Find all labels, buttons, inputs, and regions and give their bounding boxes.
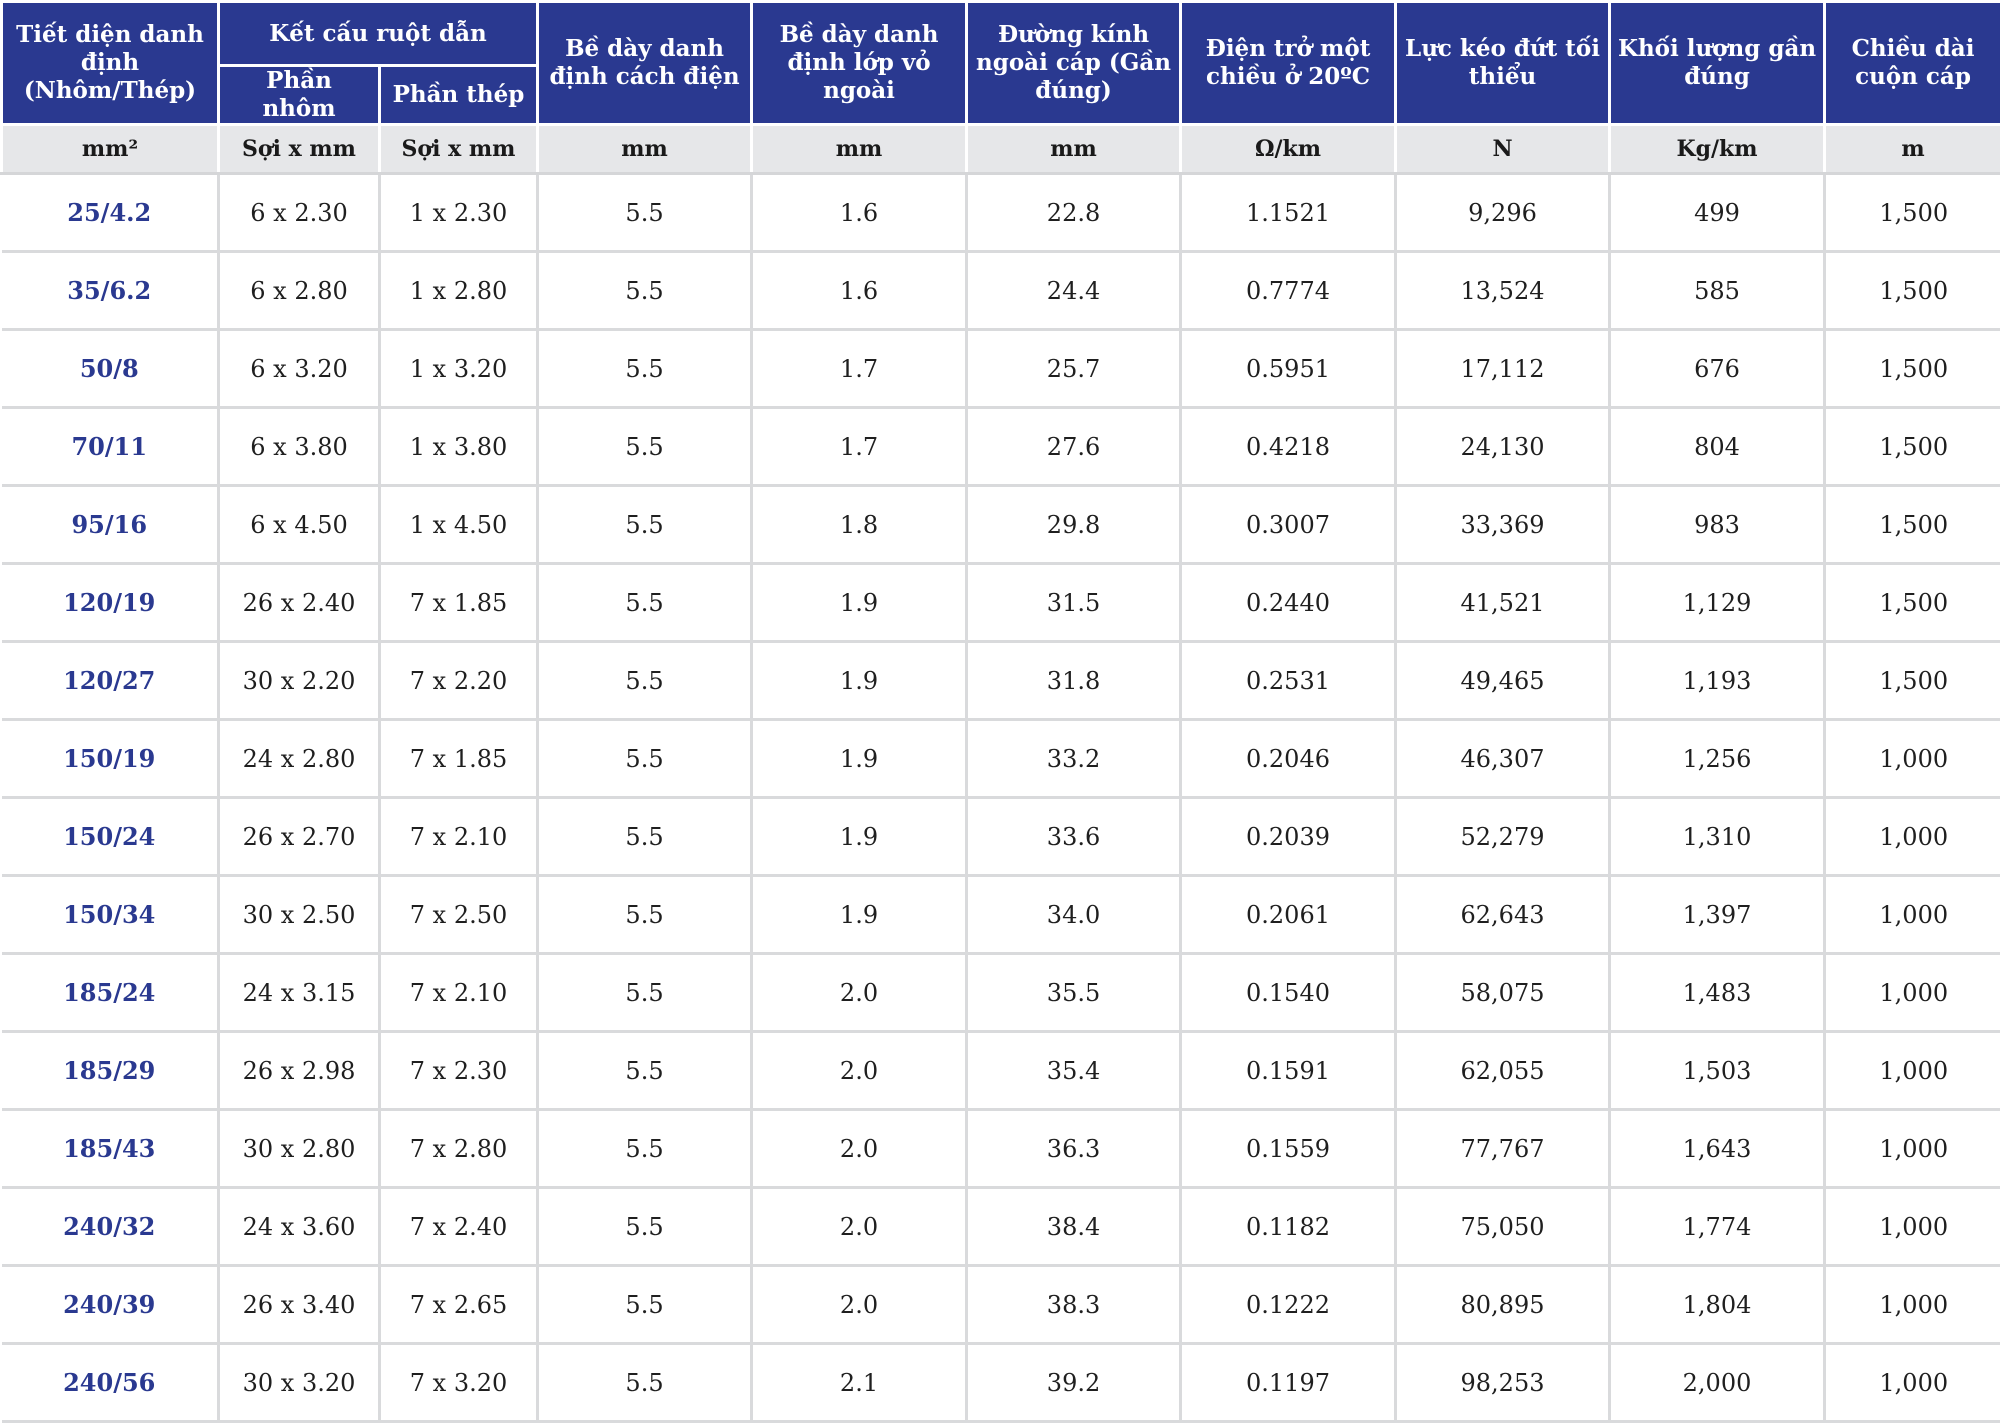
steel-cell: 7 x 3.20 (380, 1344, 538, 1422)
weight-cell: 1,129 (1610, 564, 1825, 642)
table-row (2, 642, 2000, 720)
resistance-cell: 0.2046 (1181, 720, 1396, 798)
sheath-cell: 2.1 (752, 1344, 967, 1422)
aluminum-cell: 6 x 3.80 (219, 408, 380, 486)
resistance-cell: 1.1521 (1181, 174, 1396, 252)
aluminum-cell: 30 x 2.50 (219, 876, 380, 954)
unit-cell: Ω/km (1181, 125, 1396, 174)
aluminum-cell: 24 x 3.15 (219, 954, 380, 1032)
weight-cell: 1,483 (1610, 954, 1825, 1032)
sheath-cell: 1.9 (752, 564, 967, 642)
header-outer-diameter: Đường kính ngoài cáp (Gần đúng) (967, 2, 1181, 125)
steel-cell: 7 x 2.65 (380, 1266, 538, 1344)
breaking-force-cell: 33,369 (1396, 486, 1610, 564)
breaking-force-cell: 17,112 (1396, 330, 1610, 408)
weight-cell: 1,397 (1610, 876, 1825, 954)
diameter-cell: 38.4 (967, 1188, 1181, 1266)
section-cell: 120/19 (2, 564, 219, 642)
breaking-force-cell: 46,307 (1396, 720, 1610, 798)
section-cell: 150/34 (2, 876, 219, 954)
table-row (2, 408, 2000, 486)
sheath-cell: 1.9 (752, 642, 967, 720)
sheath-cell: 1.6 (752, 252, 967, 330)
diameter-cell: 31.8 (967, 642, 1181, 720)
length-cell: 1,000 (1825, 1032, 2000, 1110)
insulation-cell: 5.5 (538, 1266, 752, 1344)
table-row (2, 798, 2000, 876)
header-min-breaking-force: Lực kéo đứt tối thiểu (1396, 2, 1610, 125)
diameter-cell: 33.2 (967, 720, 1181, 798)
section-cell: 185/29 (2, 1032, 219, 1110)
breaking-force-cell: 62,643 (1396, 876, 1610, 954)
weight-cell: 1,503 (1610, 1032, 1825, 1110)
aluminum-cell: 30 x 2.80 (219, 1110, 380, 1188)
insulation-cell: 5.5 (538, 330, 752, 408)
header-nominal-section: Tiết diện danh định (Nhôm/Thép) (2, 2, 219, 125)
resistance-cell: 0.2039 (1181, 798, 1396, 876)
table-row (2, 720, 2000, 798)
breaking-force-cell: 52,279 (1396, 798, 1610, 876)
sheath-cell: 1.9 (752, 876, 967, 954)
resistance-cell: 0.7774 (1181, 252, 1396, 330)
steel-cell: 1 x 3.20 (380, 330, 538, 408)
aluminum-cell: 24 x 3.60 (219, 1188, 380, 1266)
steel-cell: 7 x 2.20 (380, 642, 538, 720)
sheath-cell: 1.9 (752, 798, 967, 876)
breaking-force-cell: 58,075 (1396, 954, 1610, 1032)
aluminum-cell: 26 x 2.40 (219, 564, 380, 642)
weight-cell: 1,256 (1610, 720, 1825, 798)
unit-cell: Kg/km (1610, 125, 1825, 174)
header-dc-resistance: Điện trở một chiều ở 20ºC (1181, 2, 1396, 125)
section-cell: 25/4.2 (2, 174, 219, 252)
section-cell: 120/27 (2, 642, 219, 720)
header-steel-part: Phần thép (380, 66, 538, 125)
table-row (2, 876, 2000, 954)
insulation-cell: 5.5 (538, 642, 752, 720)
length-cell: 1,000 (1825, 954, 2000, 1032)
section-cell: 95/16 (2, 486, 219, 564)
steel-cell: 7 x 2.30 (380, 1032, 538, 1110)
unit-cell: m (1825, 125, 2000, 174)
length-cell: 1,000 (1825, 720, 2000, 798)
length-cell: 1,000 (1825, 876, 2000, 954)
insulation-cell: 5.5 (538, 954, 752, 1032)
unit-cell: Sợi x mm (380, 125, 538, 174)
unit-cell: mm (967, 125, 1181, 174)
units-row (2, 125, 2000, 174)
diameter-cell: 39.2 (967, 1344, 1181, 1422)
steel-cell: 1 x 3.80 (380, 408, 538, 486)
diameter-cell: 36.3 (967, 1110, 1181, 1188)
header-sheath-thickness: Bề dày danh định lớp vỏ ngoài (752, 2, 967, 125)
breaking-force-cell: 98,253 (1396, 1344, 1610, 1422)
insulation-cell: 5.5 (538, 876, 752, 954)
length-cell: 1,500 (1825, 252, 2000, 330)
aluminum-cell: 24 x 2.80 (219, 720, 380, 798)
diameter-cell: 34.0 (967, 876, 1181, 954)
resistance-cell: 0.1222 (1181, 1266, 1396, 1344)
steel-cell: 7 x 1.85 (380, 720, 538, 798)
breaking-force-cell: 75,050 (1396, 1188, 1610, 1266)
breaking-force-cell: 9,296 (1396, 174, 1610, 252)
sheath-cell: 1.7 (752, 330, 967, 408)
resistance-cell: 0.2440 (1181, 564, 1396, 642)
section-cell: 240/56 (2, 1344, 219, 1422)
resistance-cell: 0.1591 (1181, 1032, 1396, 1110)
sheath-cell: 1.6 (752, 174, 967, 252)
length-cell: 1,500 (1825, 564, 2000, 642)
length-cell: 1,500 (1825, 486, 2000, 564)
table-body (2, 174, 2000, 1422)
table-row (2, 174, 2000, 252)
length-cell: 1,000 (1825, 1344, 2000, 1422)
aluminum-cell: 6 x 2.80 (219, 252, 380, 330)
section-cell: 150/19 (2, 720, 219, 798)
length-cell: 1,500 (1825, 330, 2000, 408)
diameter-cell: 38.3 (967, 1266, 1181, 1344)
table-row (2, 1188, 2000, 1266)
sheath-cell: 1.7 (752, 408, 967, 486)
unit-cell: mm (752, 125, 967, 174)
steel-cell: 7 x 2.10 (380, 954, 538, 1032)
insulation-cell: 5.5 (538, 174, 752, 252)
length-cell: 1,000 (1825, 1266, 2000, 1344)
resistance-cell: 0.1559 (1181, 1110, 1396, 1188)
length-cell: 1,500 (1825, 408, 2000, 486)
header-conductor-structure: Kết cấu ruột dẫn (219, 2, 538, 66)
steel-cell: 1 x 4.50 (380, 486, 538, 564)
length-cell: 1,500 (1825, 642, 2000, 720)
table-row (2, 1266, 2000, 1344)
steel-cell: 7 x 2.50 (380, 876, 538, 954)
sheath-cell: 1.8 (752, 486, 967, 564)
sheath-cell: 2.0 (752, 1110, 967, 1188)
diameter-cell: 29.8 (967, 486, 1181, 564)
weight-cell: 983 (1610, 486, 1825, 564)
length-cell: 1,000 (1825, 1188, 2000, 1266)
section-cell: 185/43 (2, 1110, 219, 1188)
aluminum-cell: 26 x 2.98 (219, 1032, 380, 1110)
length-cell: 1,000 (1825, 798, 2000, 876)
weight-cell: 1,310 (1610, 798, 1825, 876)
steel-cell: 7 x 2.10 (380, 798, 538, 876)
weight-cell: 804 (1610, 408, 1825, 486)
aluminum-cell: 30 x 2.20 (219, 642, 380, 720)
weight-cell: 2,000 (1610, 1344, 1825, 1422)
breaking-force-cell: 77,767 (1396, 1110, 1610, 1188)
header-aluminum-part: Phần nhôm (219, 66, 380, 125)
section-cell: 185/24 (2, 954, 219, 1032)
header-coil-length: Chiều dài cuộn cáp (1825, 2, 2000, 125)
table-row (2, 486, 2000, 564)
resistance-cell: 0.2061 (1181, 876, 1396, 954)
resistance-cell: 0.1540 (1181, 954, 1396, 1032)
section-cell: 50/8 (2, 330, 219, 408)
weight-cell: 1,804 (1610, 1266, 1825, 1344)
length-cell: 1,500 (1825, 174, 2000, 252)
steel-cell: 1 x 2.80 (380, 252, 538, 330)
insulation-cell: 5.5 (538, 1188, 752, 1266)
aluminum-cell: 6 x 2.30 (219, 174, 380, 252)
steel-cell: 7 x 1.85 (380, 564, 538, 642)
section-cell: 70/11 (2, 408, 219, 486)
insulation-cell: 5.5 (538, 720, 752, 798)
resistance-cell: 0.4218 (1181, 408, 1396, 486)
breaking-force-cell: 49,465 (1396, 642, 1610, 720)
weight-cell: 676 (1610, 330, 1825, 408)
insulation-cell: 5.5 (538, 798, 752, 876)
diameter-cell: 35.5 (967, 954, 1181, 1032)
insulation-cell: 5.5 (538, 1344, 752, 1422)
section-cell: 240/39 (2, 1266, 219, 1344)
breaking-force-cell: 41,521 (1396, 564, 1610, 642)
insulation-cell: 5.5 (538, 564, 752, 642)
sheath-cell: 1.9 (752, 720, 967, 798)
weight-cell: 1,193 (1610, 642, 1825, 720)
diameter-cell: 24.4 (967, 252, 1181, 330)
unit-cell: mm² (2, 125, 219, 174)
aluminum-cell: 30 x 3.20 (219, 1344, 380, 1422)
breaking-force-cell: 24,130 (1396, 408, 1610, 486)
sheath-cell: 2.0 (752, 954, 967, 1032)
steel-cell: 7 x 2.80 (380, 1110, 538, 1188)
insulation-cell: 5.5 (538, 1032, 752, 1110)
weight-cell: 1,774 (1610, 1188, 1825, 1266)
table-row (2, 564, 2000, 642)
resistance-cell: 0.1197 (1181, 1344, 1396, 1422)
header-insulation-thickness: Bề dày danh định cách điện (538, 2, 752, 125)
steel-cell: 1 x 2.30 (380, 174, 538, 252)
section-cell: 150/24 (2, 798, 219, 876)
sheath-cell: 2.0 (752, 1266, 967, 1344)
diameter-cell: 22.8 (967, 174, 1181, 252)
aluminum-cell: 6 x 3.20 (219, 330, 380, 408)
section-cell: 35/6.2 (2, 252, 219, 330)
resistance-cell: 0.5951 (1181, 330, 1396, 408)
diameter-cell: 35.4 (967, 1032, 1181, 1110)
sheath-cell: 2.0 (752, 1032, 967, 1110)
table-row (2, 1344, 2000, 1422)
aluminum-cell: 26 x 2.70 (219, 798, 380, 876)
breaking-force-cell: 80,895 (1396, 1266, 1610, 1344)
diameter-cell: 27.6 (967, 408, 1181, 486)
unit-cell: mm (538, 125, 752, 174)
weight-cell: 585 (1610, 252, 1825, 330)
weight-cell: 1,643 (1610, 1110, 1825, 1188)
unit-cell: Sợi x mm (219, 125, 380, 174)
table-row (2, 252, 2000, 330)
aluminum-cell: 6 x 4.50 (219, 486, 380, 564)
breaking-force-cell: 62,055 (1396, 1032, 1610, 1110)
aluminum-cell: 26 x 3.40 (219, 1266, 380, 1344)
insulation-cell: 5.5 (538, 408, 752, 486)
section-cell: 240/32 (2, 1188, 219, 1266)
table-row (2, 1032, 2000, 1110)
weight-cell: 499 (1610, 174, 1825, 252)
diameter-cell: 25.7 (967, 330, 1181, 408)
insulation-cell: 5.5 (538, 1110, 752, 1188)
length-cell: 1,000 (1825, 1110, 2000, 1188)
sheath-cell: 2.0 (752, 1188, 967, 1266)
insulation-cell: 5.5 (538, 486, 752, 564)
breaking-force-cell: 13,524 (1396, 252, 1610, 330)
unit-cell: N (1396, 125, 1610, 174)
insulation-cell: 5.5 (538, 252, 752, 330)
resistance-cell: 0.2531 (1181, 642, 1396, 720)
table-row (2, 954, 2000, 1032)
header-approx-weight: Khối lượng gần đúng (1610, 2, 1825, 125)
resistance-cell: 0.1182 (1181, 1188, 1396, 1266)
resistance-cell: 0.3007 (1181, 486, 1396, 564)
table-row (2, 1110, 2000, 1188)
diameter-cell: 33.6 (967, 798, 1181, 876)
diameter-cell: 31.5 (967, 564, 1181, 642)
table-row (2, 330, 2000, 408)
steel-cell: 7 x 2.40 (380, 1188, 538, 1266)
